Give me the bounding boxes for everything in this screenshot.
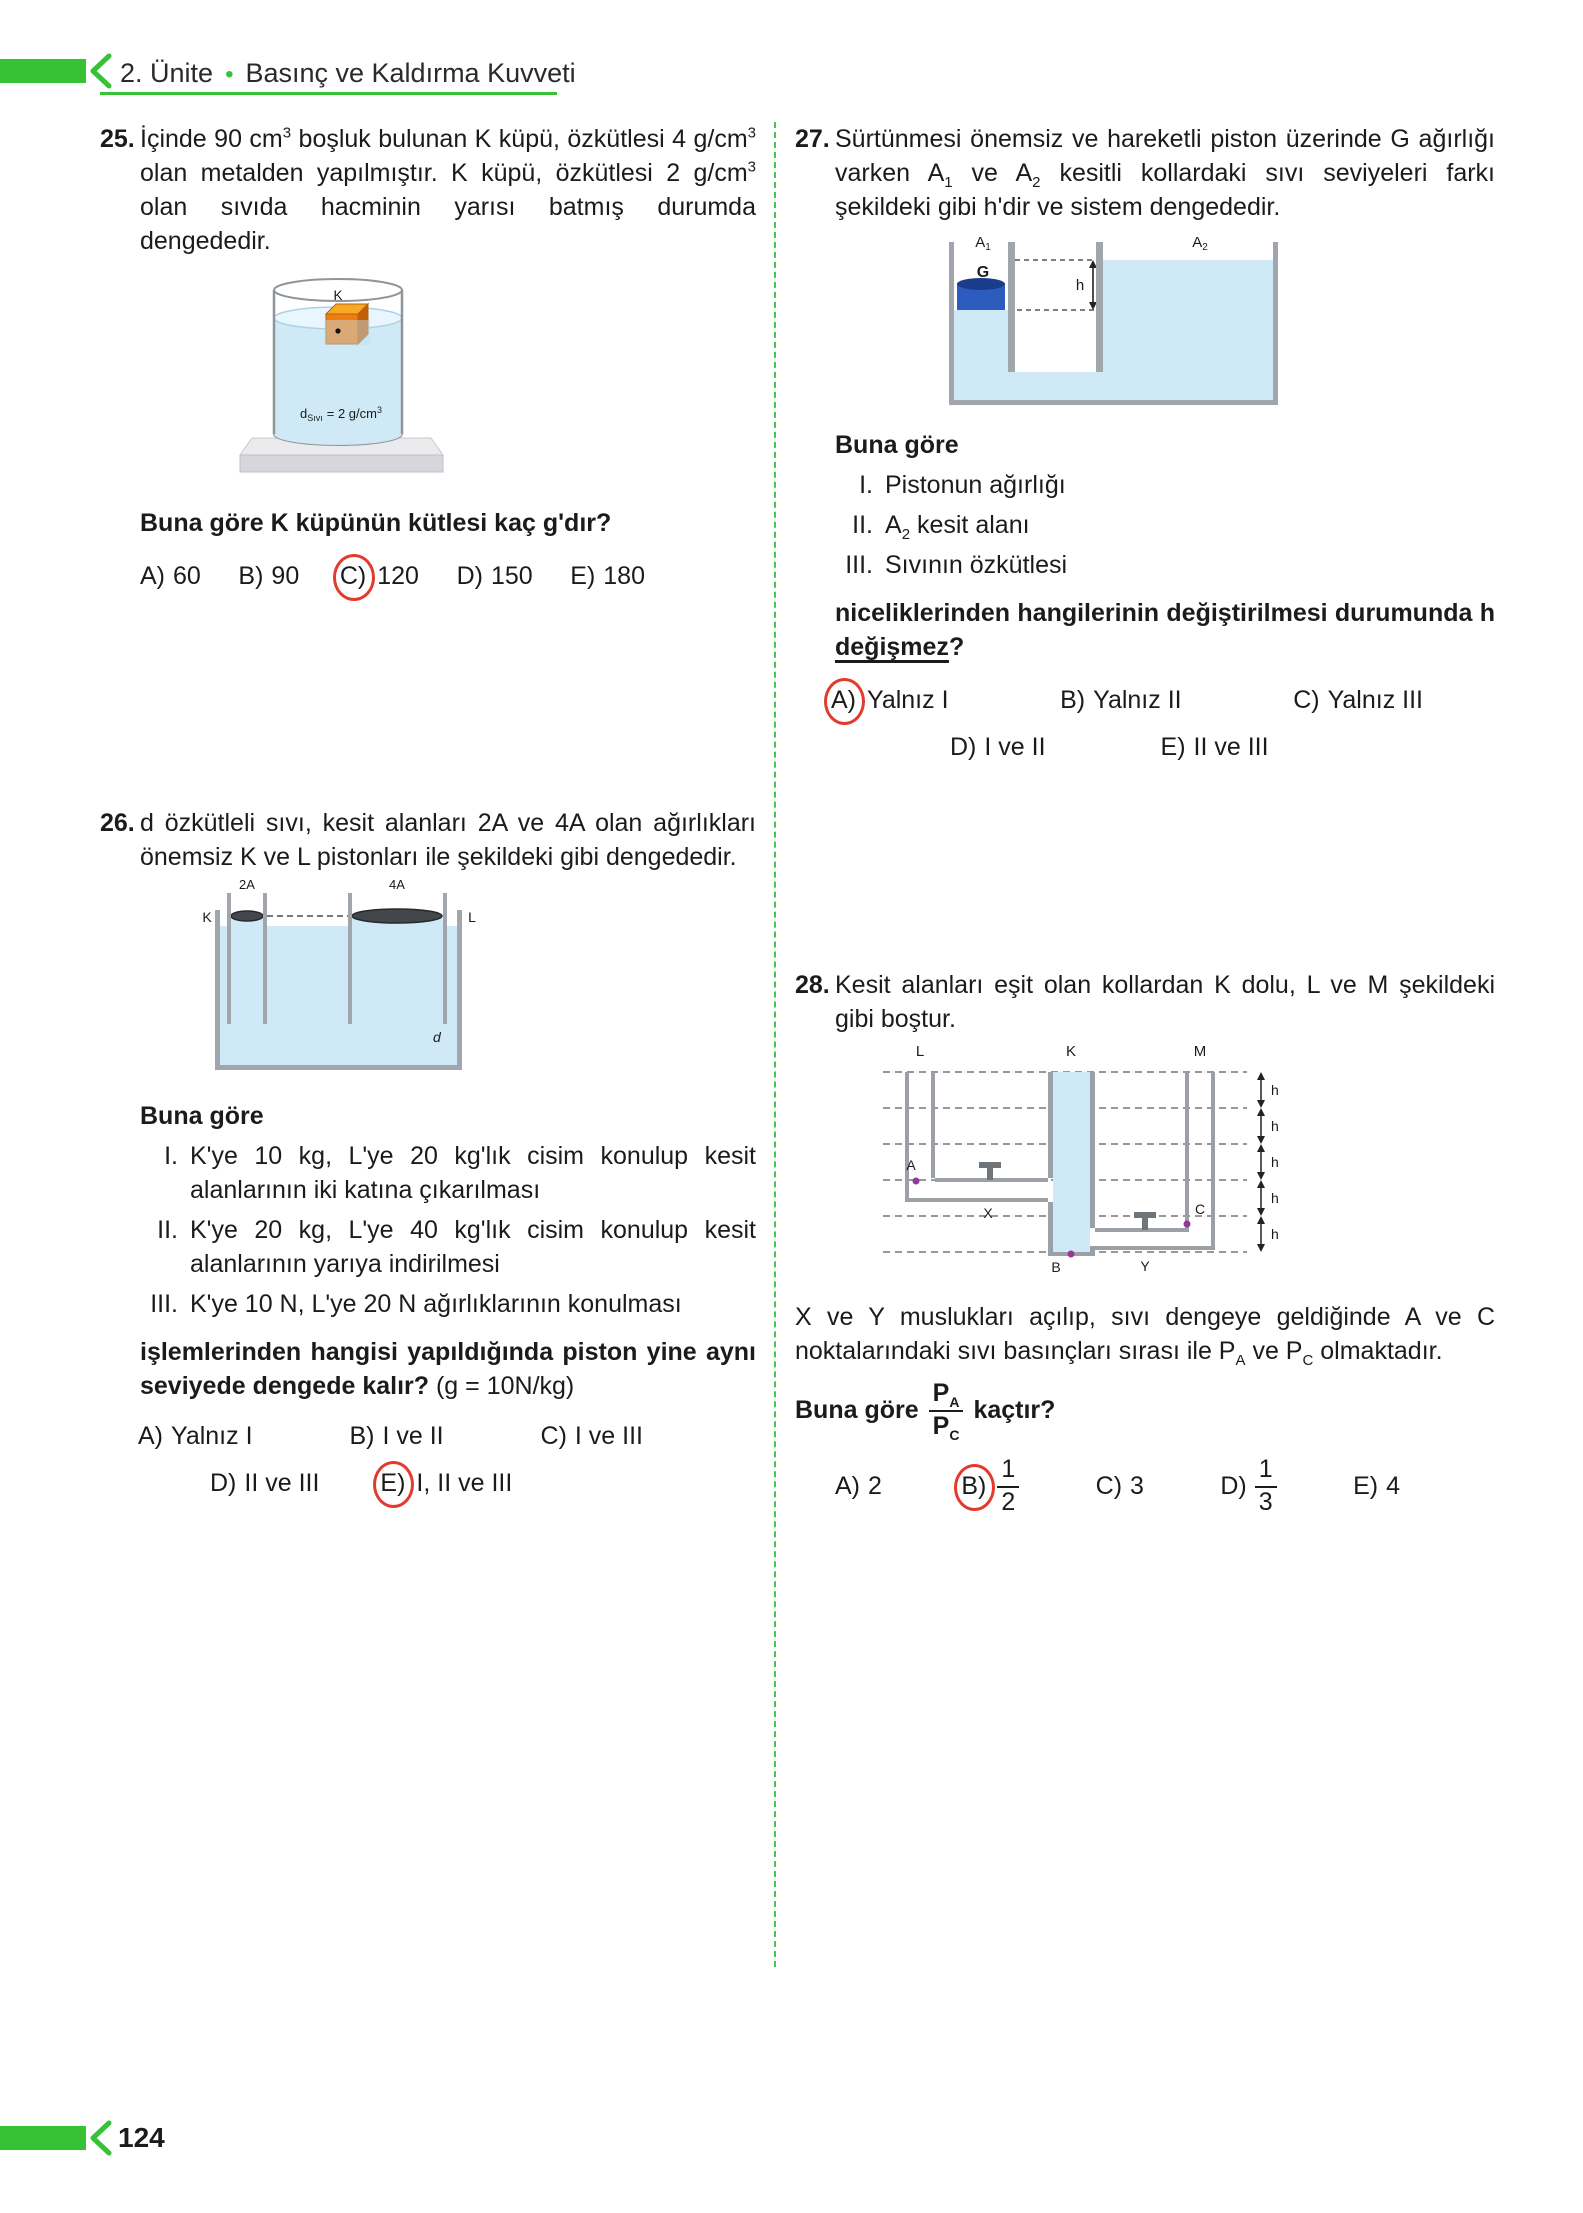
piston-k-label: K (202, 909, 212, 925)
option-b: B) Yalnız II (1060, 686, 1182, 714)
option-d: D) I ve II (950, 733, 1046, 761)
subscript: C (1302, 1352, 1314, 1369)
liquid (220, 916, 457, 1065)
unit-label: 2. Ünite (120, 58, 214, 88)
question-number: 27. (795, 125, 830, 153)
piston-l-label: L (468, 909, 476, 925)
tap-y-label: Y (1140, 1258, 1150, 1274)
option-d: D) $\frac{1}{3}$ (1220, 1456, 1276, 1516)
option-b: B) I ve II (349, 1422, 444, 1450)
g-note: (g = 10N/kg) (435, 1372, 575, 1400)
a1-label: $A_1$ (975, 234, 991, 253)
header-accent-bar (0, 59, 86, 83)
h-arrow (1089, 260, 1097, 310)
q28-options (835, 1456, 1400, 1516)
h-label: h (1271, 1190, 1279, 1206)
column-divider (774, 122, 776, 1967)
fraction: $\frac{1}{3}$ (1255, 1456, 1277, 1516)
underlined-word: değişmez (835, 633, 949, 661)
density-label: $d_{Sıvı} = 2$ $g/cm^3$ (300, 405, 382, 423)
item-2: II. K'ye 20 kg, L'ye 40 kg'lık cisim konulup kesit alanlarının yarıya indirilmesi (157, 1216, 756, 1278)
superscript: 3 (747, 124, 756, 142)
subscript: A (1235, 1352, 1246, 1369)
q27-items (835, 468, 1495, 582)
question-body: İçinde 90 $cm^3$ boşluk bulunan K küpü, özkütlesi 4 $g/cm^3$ olan metalden yapılmıştır. K küpü, özkütlesi 2 $g/cm^3$ olan sıvıda hacminin yarısı batmış durumda dengededir. (140, 124, 756, 255)
option-b-correct (958, 1456, 1019, 1516)
liquid-density-label: d (433, 1029, 441, 1045)
unit-title: Basınç ve Kaldırma Kuvveti (245, 58, 576, 88)
unit-header (120, 58, 576, 89)
question-28 (795, 968, 1495, 1516)
h-label: h (1271, 1154, 1279, 1170)
answer-circle: A) (824, 678, 865, 725)
option-c: C) 3 (1095, 1472, 1144, 1500)
item-2: II. $A_2$ kesit alanı (852, 511, 1030, 543)
question-body: Sürtünmesi önemsiz ve hareketli piston üzerinde G ağırlığı varken $A_1$ ve $A_2$ kesitli kollardaki sıvı seviyeleri farkı şekildeki gibi h'dir ve sistem dengededir. (835, 125, 1495, 221)
option-e: E) 4 (1353, 1472, 1400, 1500)
point-b-marker (1068, 1251, 1075, 1258)
h-label: h (1271, 1118, 1279, 1134)
q27-prompt: niceliklerinden hangilerinin değiştirilmesi durumunda h değişmez? (835, 599, 1495, 661)
fraction: $\frac{1}{2}$ (997, 1456, 1019, 1516)
option-d: D) II ve III (210, 1469, 320, 1497)
q25-diagram (238, 268, 756, 492)
item-3: III. K'ye 10 N, L'ye 20 N ağırlıklarının konulması (150, 1290, 682, 1318)
option-a: A) 2 (835, 1472, 882, 1500)
q26-options-row1 (138, 1419, 643, 1453)
area-left-label: 2A (239, 880, 255, 892)
q25-prompt: Buna göre K küpünün kütlesi kaç g'dır? (140, 509, 612, 537)
q27-options-row1 (828, 680, 1423, 720)
option-c: C) Yalnız III (1293, 686, 1423, 714)
h-label: h (1075, 277, 1085, 294)
h-label: h (1271, 1082, 1279, 1098)
q26-prompt: işlemlerinden hangisi yapıldığında piston yine aynı seviyede dengede kalır? (g = 10N/kg) (140, 1338, 756, 1400)
option-e: E) II ve III (1160, 733, 1269, 761)
cube-label: K (333, 288, 343, 303)
answer-circle: E) (373, 1461, 414, 1508)
option-a: A) 60 (140, 562, 201, 590)
q26-options-row2 (210, 1463, 756, 1503)
piston-k (231, 911, 263, 921)
option-d: D) 150 (456, 562, 533, 590)
q25-options (140, 556, 645, 596)
question-number: 26. (100, 809, 135, 837)
pa-pc-fraction: $\frac{P_A}{P_C}$ (929, 1380, 964, 1440)
h-arrows (1257, 1072, 1265, 1252)
weight-g-label: G (976, 264, 990, 281)
point-a-marker (913, 1178, 920, 1185)
chevron-left-icon (88, 2120, 114, 2156)
point-a-label: A (906, 1157, 916, 1173)
q27-lead: Buna göre (835, 431, 959, 459)
item-1: I. Pistonun ağırlığı (859, 471, 1066, 499)
header-underline (100, 92, 557, 95)
question-body: d özkütleli sıvı, kesit alanları 2A ve 4A olan ağırlıkları önemsiz K ve L pistonları ile şekildeki gibi dengededir. (140, 809, 756, 871)
option-c-correct: C) 120 (337, 556, 419, 596)
area-right-label: 4A (389, 880, 405, 892)
item-1: I. K'ye 10 kg, L'ye 20 kg'lık cisim konulup kesit alanlarının iki katına çıkarılması (164, 1142, 756, 1204)
tap-y-icon (1134, 1212, 1156, 1230)
tap-x-icon (979, 1162, 1001, 1180)
footer-accent-bar (0, 2126, 86, 2150)
piston-l (352, 909, 442, 923)
question-number: 28. (795, 971, 830, 999)
question-26 (100, 806, 756, 1503)
option-e: E) 180 (570, 562, 645, 590)
answer-circle: C) (333, 554, 375, 601)
question-27 (795, 122, 1495, 764)
point-c-marker (1184, 1221, 1191, 1228)
a2-label: $A_2$ (1192, 234, 1208, 253)
tube-k-label: K (1065, 1043, 1077, 1060)
question-body: Kesit alanları eşit olan kollardan K dolu, L ve M şekildeki gibi boştur. (835, 971, 1495, 1033)
option-a: A) Yalnız I (138, 1422, 253, 1450)
q26-diagram (185, 880, 756, 1089)
subscript: 2 (901, 526, 911, 543)
q26-lead: Buna göre (140, 1102, 264, 1130)
item-3: III. Sıvının özkütlesi (845, 551, 1068, 579)
q27-diagram (945, 234, 1495, 418)
option-a-correct: A) Yalnız I (828, 680, 949, 720)
subscript: 1 (944, 174, 953, 191)
h-label: h (1271, 1226, 1279, 1242)
q28-diagram (875, 1042, 1495, 1286)
superscript: 3 (282, 124, 292, 142)
liquid-column-k (1053, 1072, 1090, 1252)
piston-g (957, 278, 1005, 310)
question-25 (100, 122, 756, 596)
subscript: 2 (1032, 174, 1041, 191)
point-c-label: C (1195, 1201, 1206, 1217)
center-dot (335, 328, 340, 333)
tube-m-label: M (1193, 1043, 1207, 1060)
bullet-icon: • (225, 61, 234, 88)
superscript: 3 (747, 158, 756, 176)
q28-after-text: X ve Y muslukları açılıp, sıvı dengeye geldiğinde A ve C noktalarındaki sıvı basınçları sırası ile $P_A$ ve $P_C$ olmaktadır. (795, 1303, 1495, 1369)
option-b: B) 90 (238, 562, 300, 590)
tap-x-label: X (983, 1205, 993, 1221)
question-number: 25. (100, 125, 135, 153)
option-c: C) I ve III (540, 1422, 643, 1450)
q27-options-row2 (950, 730, 1495, 764)
option-e-correct: E) I, II ve III (377, 1463, 512, 1503)
q26-items (140, 1139, 756, 1321)
q28-prompt: Buna göre $\frac{P_A}{P_C}$ kaçtır? (795, 1379, 1056, 1443)
page-number: 124 (118, 2122, 165, 2153)
tube-l-label: L (915, 1043, 925, 1060)
point-b-label: B (1051, 1259, 1061, 1275)
chevron-left-icon (88, 53, 114, 89)
cube-k (324, 304, 370, 345)
answer-circle: B) (954, 1464, 995, 1511)
